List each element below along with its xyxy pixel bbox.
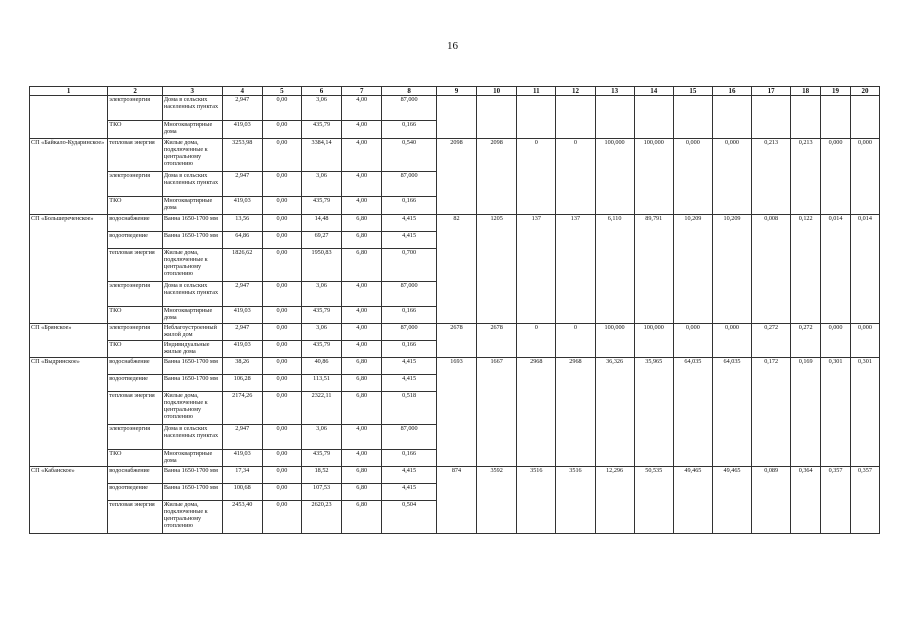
value-cell-col15: 49,465 — [673, 467, 712, 534]
column-header-15: 15 — [673, 87, 712, 96]
value-cell-col19 — [821, 96, 851, 139]
resource-cell: ТКО — [108, 197, 163, 215]
value-cell-col7: 4,00 — [342, 139, 382, 172]
value-cell-col14: 100,000 — [634, 139, 673, 215]
value-cell-col4: 1826,62 — [222, 249, 262, 282]
value-cell-col20 — [850, 96, 879, 139]
value-cell-col4: 2,947 — [222, 282, 262, 307]
resource-cell: электроэнергия — [108, 172, 163, 197]
value-cell-col16: 64,035 — [712, 358, 751, 467]
value-cell-col11: 0 — [517, 324, 556, 358]
value-cell-col16: 10,209 — [712, 215, 751, 324]
value-cell-col8: 87,000 — [382, 324, 437, 341]
description-cell: Ванна 1650-1700 мм — [162, 215, 222, 232]
description-cell: Ванна 1650-1700 мм — [162, 232, 222, 249]
value-cell-col17: 0,172 — [752, 358, 791, 467]
value-cell-col7: 6,80 — [342, 215, 382, 232]
value-cell-col8: 0,540 — [382, 139, 437, 172]
value-cell-col6: 18,52 — [301, 467, 341, 484]
value-cell-col5: 0,00 — [262, 249, 301, 282]
resource-cell: тепловая энергия — [108, 139, 163, 172]
value-cell-col5: 0,00 — [262, 450, 301, 467]
value-cell-col5: 0,00 — [262, 307, 301, 324]
description-cell: Неблагоустроенный жилой дом — [162, 324, 222, 341]
value-cell-col4: 419,03 — [222, 450, 262, 467]
value-cell-col8: 87,000 — [382, 282, 437, 307]
value-cell-col15: 0,000 — [673, 139, 712, 215]
column-header-1: 1 — [30, 87, 108, 96]
value-cell-col6: 435,79 — [301, 121, 341, 139]
value-cell-col12: 0 — [556, 324, 595, 358]
value-cell-col4: 3253,98 — [222, 139, 262, 172]
value-cell-col11: 2968 — [517, 358, 556, 467]
value-cell-col8: 0,504 — [382, 501, 437, 534]
value-cell-col4: 100,68 — [222, 484, 262, 501]
value-cell-col13: 36,326 — [595, 358, 634, 467]
column-header-7: 7 — [342, 87, 382, 96]
value-cell-col20: 0,014 — [850, 215, 879, 324]
value-cell-col8: 4,415 — [382, 215, 437, 232]
resource-cell: ТКО — [108, 307, 163, 324]
value-cell-col12: 137 — [556, 215, 595, 324]
value-cell-col5: 0,00 — [262, 232, 301, 249]
value-cell-col19: 0,014 — [821, 215, 851, 324]
value-cell-col7: 4,00 — [342, 341, 382, 358]
value-cell-col7: 4,00 — [342, 121, 382, 139]
resource-cell: электроэнергия — [108, 425, 163, 450]
value-cell-col17: 0,089 — [752, 467, 791, 534]
value-cell-col13: 6,110 — [595, 215, 634, 324]
value-cell-col6: 2322,11 — [301, 392, 341, 425]
column-header-11: 11 — [517, 87, 556, 96]
value-cell-col14: 89,791 — [634, 215, 673, 324]
description-cell: Жилые дома, подключенные к центральному отоплению — [162, 249, 222, 282]
value-cell-col19: 0,301 — [821, 358, 851, 467]
value-cell-col4: 17,34 — [222, 467, 262, 484]
description-cell: Жилые дома, подключенные к центральному отоплению — [162, 501, 222, 534]
value-cell-col16: 0,000 — [712, 139, 751, 215]
column-header-5: 5 — [262, 87, 301, 96]
value-cell-col7: 4,00 — [342, 172, 382, 197]
value-cell-col8: 4,415 — [382, 484, 437, 501]
column-header-18: 18 — [791, 87, 821, 96]
resource-cell: электроэнергия — [108, 282, 163, 307]
value-cell-col4: 2,947 — [222, 425, 262, 450]
description-cell: Дома в сельских населенных пунктах — [162, 172, 222, 197]
value-cell-col15 — [673, 96, 712, 139]
value-cell-col7: 4,00 — [342, 324, 382, 341]
description-cell: Ванна 1650-1700 мм — [162, 375, 222, 392]
value-cell-col18: 0,364 — [791, 467, 821, 534]
table-row — [30, 358, 880, 375]
value-cell-col17: 0,008 — [752, 215, 791, 324]
settlement-cell: СП «Выдринское» — [30, 358, 108, 467]
value-cell-col6: 435,79 — [301, 307, 341, 324]
value-cell-col8: 4,415 — [382, 375, 437, 392]
table-row — [30, 96, 880, 121]
value-cell-col10: 2678 — [477, 324, 517, 358]
value-cell-col6: 435,79 — [301, 341, 341, 358]
value-cell-col15: 64,035 — [673, 358, 712, 467]
value-cell-col10: 3592 — [477, 467, 517, 534]
value-cell-col13: 100,000 — [595, 324, 634, 358]
description-cell: Дома в сельских населенных пунктах — [162, 96, 222, 121]
value-cell-col16: 49,465 — [712, 467, 751, 534]
description-cell: Многоквартирные дома — [162, 307, 222, 324]
value-cell-col14: 35,965 — [634, 358, 673, 467]
value-cell-col8: 0,166 — [382, 197, 437, 215]
value-cell-col19: 0,000 — [821, 324, 851, 358]
value-cell-col6: 14,48 — [301, 215, 341, 232]
column-header-14: 14 — [634, 87, 673, 96]
settlement-cell: СП «Байкало-Кударинское» — [30, 139, 108, 215]
column-header-4: 4 — [222, 87, 262, 96]
value-cell-col8: 0,700 — [382, 249, 437, 282]
description-cell: Индивидуальные жилые дома — [162, 341, 222, 358]
value-cell-col5: 0,00 — [262, 197, 301, 215]
resource-cell: ТКО — [108, 121, 163, 139]
value-cell-col17 — [752, 96, 791, 139]
column-header-19: 19 — [821, 87, 851, 96]
value-cell-col5: 0,00 — [262, 324, 301, 341]
value-cell-col5: 0,00 — [262, 358, 301, 375]
value-cell-col13: 12,296 — [595, 467, 634, 534]
page-number: 16 — [447, 40, 458, 52]
value-cell-col7: 4,00 — [342, 197, 382, 215]
value-cell-col4: 419,03 — [222, 197, 262, 215]
resource-cell: водоснабжение — [108, 215, 163, 232]
value-cell-col5: 0,00 — [262, 121, 301, 139]
value-cell-col18 — [791, 96, 821, 139]
value-cell-col5: 0,00 — [262, 215, 301, 232]
header-row — [30, 87, 880, 96]
value-cell-col6: 3384,14 — [301, 139, 341, 172]
resource-cell: водоотведение — [108, 375, 163, 392]
value-cell-col6: 2620,23 — [301, 501, 341, 534]
value-cell-col20: 0,000 — [850, 324, 879, 358]
value-cell-col15: 10,209 — [673, 215, 712, 324]
value-cell-col4: 106,28 — [222, 375, 262, 392]
resource-cell: тепловая энергия — [108, 392, 163, 425]
description-cell: Многоквартирные дома — [162, 121, 222, 139]
description-cell: Жилые дома, подключенные к центральному отоплению — [162, 392, 222, 425]
settlement-cell: СП «Большереченское» — [30, 215, 108, 324]
value-cell-col6: 3,06 — [301, 282, 341, 307]
value-cell-col10: 1667 — [477, 358, 517, 467]
value-cell-col6: 435,79 — [301, 450, 341, 467]
value-cell-col6: 435,79 — [301, 197, 341, 215]
value-cell-col8: 4,415 — [382, 358, 437, 375]
value-cell-col10 — [477, 96, 517, 139]
value-cell-col6: 69,27 — [301, 232, 341, 249]
description-cell: Дома в сельских населенных пунктах — [162, 425, 222, 450]
value-cell-col5: 0,00 — [262, 501, 301, 534]
value-cell-col4: 2,947 — [222, 96, 262, 121]
value-cell-col9: 82 — [436, 215, 476, 324]
value-cell-col16 — [712, 96, 751, 139]
value-cell-col7: 6,80 — [342, 358, 382, 375]
column-header-17: 17 — [752, 87, 791, 96]
column-header-2: 2 — [108, 87, 163, 96]
resource-cell: тепловая энергия — [108, 249, 163, 282]
value-cell-col8: 4,415 — [382, 232, 437, 249]
value-cell-col8: 87,000 — [382, 425, 437, 450]
value-cell-col7: 4,00 — [342, 307, 382, 324]
resource-cell: водоотведение — [108, 484, 163, 501]
value-cell-col8: 4,415 — [382, 467, 437, 484]
value-cell-col12 — [556, 96, 595, 139]
value-cell-col11: 0 — [517, 139, 556, 215]
value-cell-col4: 419,03 — [222, 307, 262, 324]
column-header-13: 13 — [595, 87, 634, 96]
settlement-cell: СП «Кабанское» — [30, 467, 108, 534]
value-cell-col4: 38,26 — [222, 358, 262, 375]
description-cell: Дома в сельских населенных пунктах — [162, 282, 222, 307]
value-cell-col6: 1950,83 — [301, 249, 341, 282]
value-cell-col4: 2174,26 — [222, 392, 262, 425]
value-cell-col12: 0 — [556, 139, 595, 215]
column-header-3: 3 — [162, 87, 222, 96]
value-cell-col7: 4,00 — [342, 450, 382, 467]
value-cell-col7: 4,00 — [342, 425, 382, 450]
resource-cell: тепловая энергия — [108, 501, 163, 534]
value-cell-col7: 6,80 — [342, 501, 382, 534]
resource-cell: водоотведение — [108, 232, 163, 249]
column-header-10: 10 — [477, 87, 517, 96]
value-cell-col11: 3516 — [517, 467, 556, 534]
value-cell-col5: 0,00 — [262, 341, 301, 358]
value-cell-col19: 0,357 — [821, 467, 851, 534]
resource-cell: водоснабжение — [108, 358, 163, 375]
value-cell-col15: 0,000 — [673, 324, 712, 358]
description-cell: Многоквартирные дома — [162, 450, 222, 467]
value-cell-col18: 0,122 — [791, 215, 821, 324]
table-row — [30, 215, 880, 232]
value-cell-col18: 0,272 — [791, 324, 821, 358]
value-cell-col4: 2,947 — [222, 324, 262, 341]
value-cell-col9: 2098 — [436, 139, 476, 215]
description-cell: Ванна 1650-1700 мм — [162, 484, 222, 501]
resource-cell: ТКО — [108, 450, 163, 467]
table-row — [30, 467, 880, 484]
value-cell-col4: 419,03 — [222, 341, 262, 358]
value-cell-col8: 0,166 — [382, 121, 437, 139]
value-cell-col18: 0,213 — [791, 139, 821, 215]
value-cell-col5: 0,00 — [262, 484, 301, 501]
resource-cell: электроэнергия — [108, 96, 163, 121]
value-cell-col5: 0,00 — [262, 139, 301, 172]
value-cell-col7: 4,00 — [342, 282, 382, 307]
value-cell-col4: 13,56 — [222, 215, 262, 232]
resource-cell: электроэнергия — [108, 324, 163, 341]
value-cell-col5: 0,00 — [262, 172, 301, 197]
settlement-cell — [30, 96, 108, 139]
value-cell-col8: 0,166 — [382, 450, 437, 467]
value-cell-col7: 6,80 — [342, 375, 382, 392]
value-cell-col20: 0,357 — [850, 467, 879, 534]
value-cell-col20: 0,000 — [850, 139, 879, 215]
value-cell-col17: 0,213 — [752, 139, 791, 215]
value-cell-col10: 2098 — [477, 139, 517, 215]
value-cell-col9: 1693 — [436, 358, 476, 467]
value-cell-col9: 2678 — [436, 324, 476, 358]
value-cell-col12: 3516 — [556, 467, 595, 534]
value-cell-col6: 3,06 — [301, 96, 341, 121]
value-cell-col5: 0,00 — [262, 282, 301, 307]
value-cell-col8: 0,166 — [382, 341, 437, 358]
description-cell: Ванна 1650-1700 мм — [162, 358, 222, 375]
value-cell-col7: 6,80 — [342, 467, 382, 484]
column-header-6: 6 — [301, 87, 341, 96]
value-cell-col8: 87,000 — [382, 96, 437, 121]
value-cell-col7: 6,80 — [342, 232, 382, 249]
value-cell-col13: 100,000 — [595, 139, 634, 215]
value-cell-col4: 2,947 — [222, 172, 262, 197]
column-header-9: 9 — [436, 87, 476, 96]
settlement-cell: СП «Брянское» — [30, 324, 108, 358]
value-cell-col5: 0,00 — [262, 375, 301, 392]
value-cell-col17: 0,272 — [752, 324, 791, 358]
value-cell-col14: 100,000 — [634, 324, 673, 358]
value-cell-col5: 0,00 — [262, 467, 301, 484]
description-cell: Многоквартирные дома — [162, 197, 222, 215]
value-cell-col13 — [595, 96, 634, 139]
value-cell-col16: 0,000 — [712, 324, 751, 358]
column-header-8: 8 — [382, 87, 437, 96]
value-cell-col5: 0,00 — [262, 392, 301, 425]
value-cell-col12: 2968 — [556, 358, 595, 467]
column-header-12: 12 — [556, 87, 595, 96]
value-cell-col18: 0,169 — [791, 358, 821, 467]
value-cell-col6: 3,06 — [301, 324, 341, 341]
column-header-16: 16 — [712, 87, 751, 96]
value-cell-col9: 874 — [436, 467, 476, 534]
value-cell-col6: 107,53 — [301, 484, 341, 501]
value-cell-col7: 6,80 — [342, 392, 382, 425]
value-cell-col7: 6,80 — [342, 484, 382, 501]
column-header-20: 20 — [850, 87, 879, 96]
table-row — [30, 324, 880, 341]
value-cell-col6: 3,06 — [301, 425, 341, 450]
value-cell-col7: 4,00 — [342, 96, 382, 121]
value-cell-col10: 1205 — [477, 215, 517, 324]
value-cell-col6: 113,51 — [301, 375, 341, 392]
value-cell-col8: 0,166 — [382, 307, 437, 324]
value-cell-col4: 419,03 — [222, 121, 262, 139]
value-cell-col7: 6,80 — [342, 249, 382, 282]
value-cell-col11 — [517, 96, 556, 139]
resource-cell: ТКО — [108, 341, 163, 358]
value-cell-col14 — [634, 96, 673, 139]
value-cell-col20: 0,301 — [850, 358, 879, 467]
value-cell-col5: 0,00 — [262, 96, 301, 121]
value-cell-col8: 0,518 — [382, 392, 437, 425]
value-cell-col11: 137 — [517, 215, 556, 324]
value-cell-col5: 0,00 — [262, 425, 301, 450]
value-cell-col6: 3,06 — [301, 172, 341, 197]
table-row — [30, 139, 880, 172]
description-cell: Ванна 1650-1700 мм — [162, 467, 222, 484]
value-cell-col19: 0,000 — [821, 139, 851, 215]
description-cell: Жилые дома, подключенные к центральному отоплению — [162, 139, 222, 172]
value-cell-col4: 2453,40 — [222, 501, 262, 534]
tariff-table — [29, 86, 880, 534]
value-cell-col6: 40,86 — [301, 358, 341, 375]
value-cell-col4: 64,86 — [222, 232, 262, 249]
value-cell-col9 — [436, 96, 476, 139]
resource-cell: водоснабжение — [108, 467, 163, 484]
value-cell-col8: 87,000 — [382, 172, 437, 197]
value-cell-col14: 50,535 — [634, 467, 673, 534]
